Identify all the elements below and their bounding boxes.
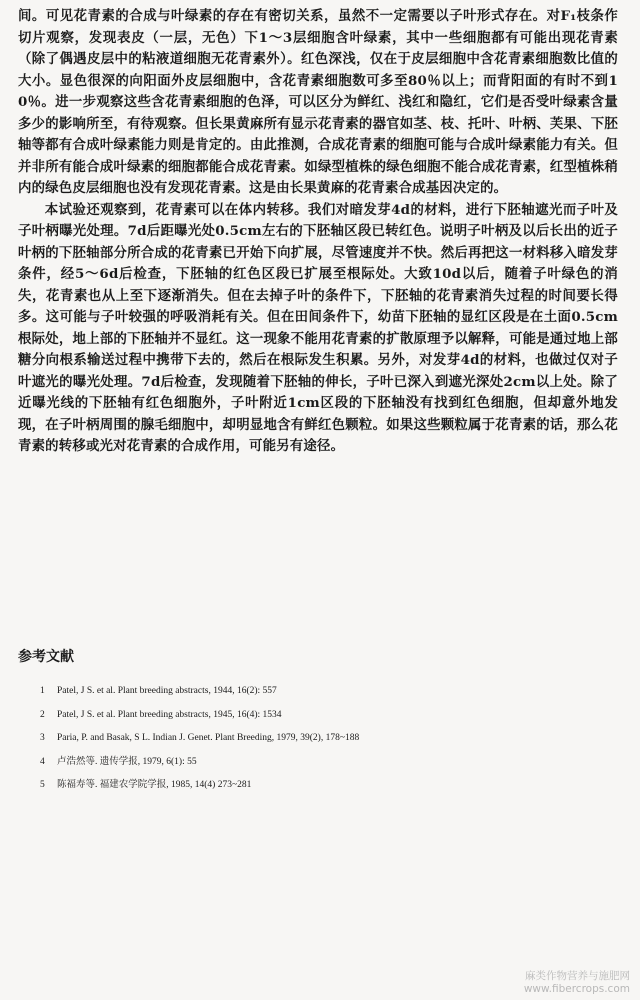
body-text (18, 6, 618, 458)
reference-item (40, 751, 610, 775)
reference-item (40, 774, 610, 798)
reference-number: 1 (40, 686, 45, 696)
reference-item (40, 727, 610, 751)
paragraph-transfer-observation: 本试验还观察到，花青素可以在体内转移。我们对暗发芽4d的材料，进行下胚轴遮光而子叶及子叶柄曝光处理。7d后距曝光处0.5cm左右的下胚轴区段已转红色。说明子叶柄及以后长出的近子叶柄的下胚轴部分所合成的花青素已开始下向扩展，尽管速度并不快。然后再把这一材料移入暗发芽条件，经5～6d后检查，下胚轴的红色区段已扩展至根际处。大致10d以后，随着子叶绿色的消失，花青素也从上至下逐渐消失。但在去掉子叶的条件下，下胚轴的花青素消失过程的时间要长得多。这可能与子叶较强的呼吸消耗有关。但在田间条件下，幼苗下胚轴的显红区段是在土面0.5cm根际处，地上部的下胚轴并不显红。这一现象不能用花青素的扩散原理予以解释，可能是通过地上部糖分向根系输送过程中携带下去的，然后在根际发生积累。另外，对发芽4d的材料，也做过仅对子叶遮光的曝光处理。7d后检查，发现随着下胚轴的伸长，子叶已深入到遮光深处2cm以上处。除了近曝光线的下胚轴有红色细胞外，子叶附近1cm区段的下胚轴没有找到红色细胞，但却意外地发现，在子叶柄周围的腺毛细胞中，却明显地含有鲜红色颗粒。如果这些颗粒属于花青素的话，那么花青素的转移或光对花青素的合成作用，可能另有途径。 (18, 201, 618, 454)
reference-text: Patel, J S. et al. Plant breeding abstracts, 1945, 16(4): 1534 (57, 709, 282, 720)
reference-item (40, 704, 610, 728)
reference-number: 5 (40, 780, 45, 790)
references-heading: 参考文献 (18, 649, 74, 665)
reference-number: 2 (40, 709, 45, 720)
reference-text: Paria, P. and Basak, S L. Indian J. Genet. Plant Breeding, 1979, 39(2), 178~188 (57, 733, 360, 743)
reference-number: 3 (40, 733, 45, 743)
watermark-site-name: 麻类作物营养与施肥网 (525, 970, 630, 982)
reference-text: 卢浩然等. 遗传学报, 1979, 6(1): 55 (57, 756, 197, 767)
reference-text: Patel, J S. et al. Plant breeding abstracts, 1944, 16(2): 557 (57, 686, 277, 696)
watermark-url: www.fibercrops.com (523, 983, 630, 995)
paragraph-continued: 间。可见花青素的合成与叶绿素的存在有密切关系，虽然不一定需要以子叶形式存在。对F₁枝条作切片观察，发现表皮（一层，无色）下1～3层细胞含叶绿素，其中一些细胞都有可能出现花青素（除了偶遇皮层中的粘液道细胞无花青素外）。红色深浅，仅在于皮层细胞中含花青素细胞数比值的大小。显色很深的向阳面外皮层细胞中，含花青素细胞数可多至80％以上；而背阳面的有时不到10％。进一步观察这些含花青素细胞的色泽，可以区分为鲜红、浅红和隐红，它们是否受叶绿素含量多少的影响所至，有待观察。但长果黄麻所有显示花青素的器官如茎、枝、托叶、叶柄、芙果、下胚轴等都有合成叶绿素能力则是肯定的。由此推测，合成花青素的细胞可能与合成叶绿素能力有关。但并非所有能合成叶绿素的细胞都能合成花青素。如绿型植株的绿色细胞不能合成花青素，红型植株稍内的绿色皮层细胞也没有发现花青素。这是由长果黄麻的花青素合成基因决定的。 (18, 8, 618, 196)
reference-item (40, 680, 610, 704)
reference-text: 陈福寿等. 福建农学院学报, 1985, 14(4) 273~281 (57, 780, 252, 790)
site-watermark (524, 970, 630, 996)
references-list (40, 680, 610, 798)
reference-number: 4 (40, 756, 45, 767)
